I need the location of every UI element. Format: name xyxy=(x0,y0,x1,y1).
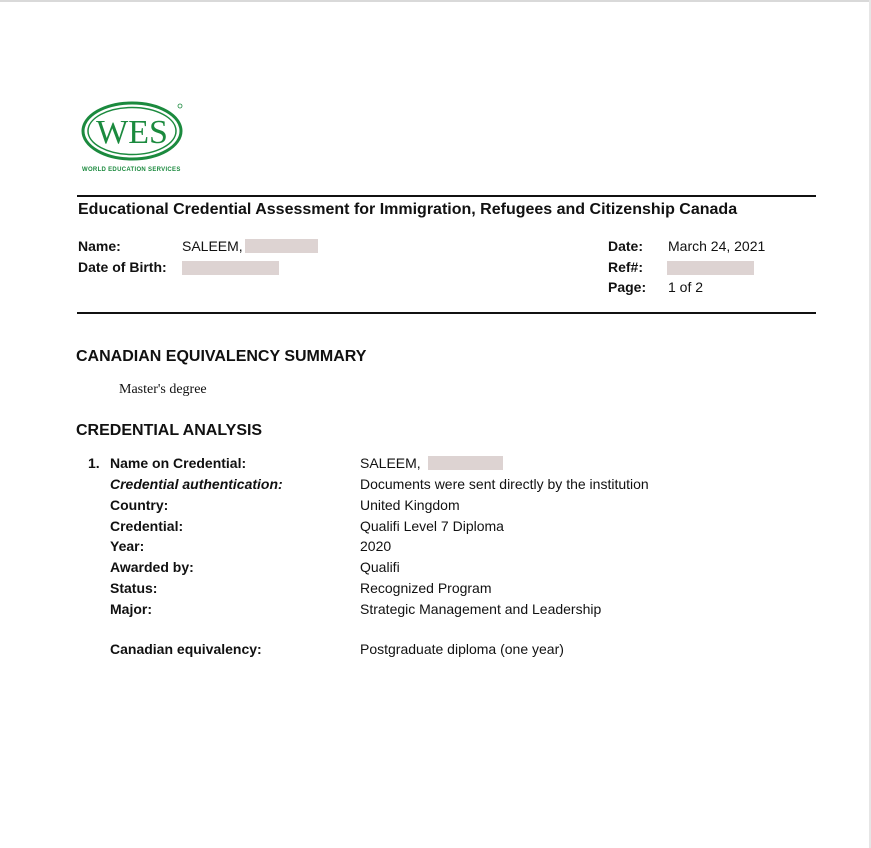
status-value: Recognized Program xyxy=(360,580,492,596)
date-label: Date: xyxy=(608,238,644,254)
year-value: 2020 xyxy=(360,538,392,554)
canadian-equivalency-value: Postgraduate diploma (one year) xyxy=(360,641,564,657)
redacted-credential-name xyxy=(428,456,503,470)
credential-value: Qualifi Level 7 Diploma xyxy=(360,518,504,534)
page-top-border xyxy=(0,0,871,2)
awarded-by-value: Qualifi xyxy=(360,559,400,575)
credential-authentication-value: Documents were sent directly by the institution xyxy=(360,476,649,492)
credential-authentication-label: Credential authentication: xyxy=(110,476,283,492)
country-label: Country: xyxy=(110,497,169,513)
header-top-rule xyxy=(77,195,816,197)
status-label: Status: xyxy=(110,580,158,596)
wes-tagline: WORLD EDUCATION SERVICES xyxy=(82,167,181,173)
dob-label: Date of Birth: xyxy=(78,259,167,275)
major-value: Strategic Management and Leadership xyxy=(360,601,602,617)
credential-label: Credential: xyxy=(110,518,184,534)
credential-number: 1. xyxy=(88,455,100,471)
canadian-equivalency-label: Canadian equivalency: xyxy=(110,641,262,657)
document-title: Educational Credential Assessment for Immigration, Refugees and Citizenship Canada xyxy=(78,201,738,218)
summary-title: CANADIAN EQUIVALENCY SUMMARY xyxy=(76,348,367,365)
name-label: Name: xyxy=(78,238,121,254)
page-label: Page: xyxy=(608,279,647,295)
date-value: March 24, 2021 xyxy=(668,238,766,254)
year-label: Year: xyxy=(110,538,145,554)
name-on-credential-value: SALEEM, xyxy=(360,455,421,471)
wes-logo xyxy=(80,101,190,177)
page-value: 1 of 2 xyxy=(668,279,704,295)
redacted-dob xyxy=(182,261,279,275)
header-bottom-rule xyxy=(77,312,816,314)
awarded-by-label: Awarded by: xyxy=(110,559,194,575)
summary-text: Master's degree xyxy=(119,382,207,397)
redacted-ref xyxy=(667,261,754,275)
analysis-title: CREDENTIAL ANALYSIS xyxy=(76,422,263,439)
name-value: SALEEM, xyxy=(182,238,243,254)
redacted-name xyxy=(245,239,318,253)
name-on-credential-label: Name on Credential: xyxy=(110,455,247,471)
ref-label: Ref#: xyxy=(608,259,644,275)
major-label: Major: xyxy=(110,601,152,617)
wes-logo-text: WES xyxy=(96,114,168,151)
country-value: United Kingdom xyxy=(360,497,460,513)
